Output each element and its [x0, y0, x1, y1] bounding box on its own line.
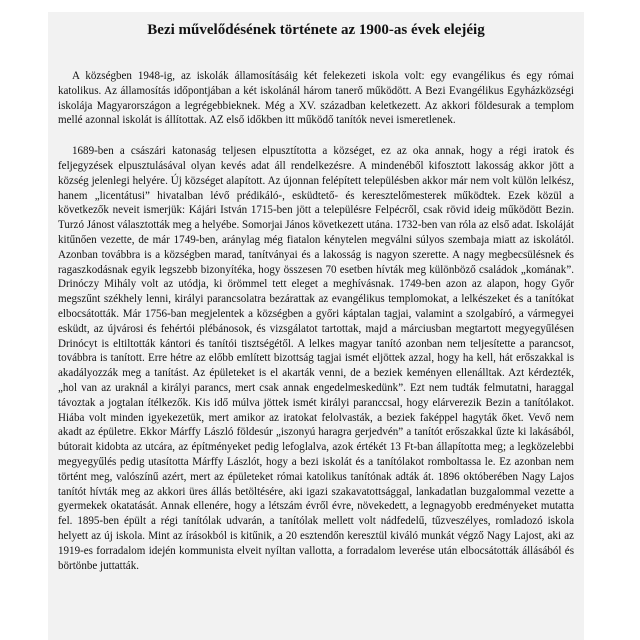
document-page — [48, 12, 584, 640]
document-title: Bezi művelődésének története az 1900-as évek elejéig — [147, 22, 485, 38]
paragraph-history: 1689-ben a császári katonaság teljesen elpusztította a községet, ez az oka annak, hogy a régi iratok és feljegyzések elpusztulásával olyan kevés adat áll rendelkezésre. A mindenéből kifosztott lakosság akkor jött a község jelenlegi helyére. Új községet alapított. Az újonnan felépített településben akkor már nem volt külön lelkész, hanem „licentátusi” hivatalban lévő prédikáló-, esküdtető- és keresztelőmesterek működtek. Ezek közül a következők neveit ismerjük: Kájári István 1715-ben jött a településre Felpécről, csak rövid ideig működött Bezin. Turzó Jánost választották meg a helyébe. Somorjai János következett utána. 1732-ben van róla az első adat. Iskoláját kitűnően vezette, de már 1749-ben, aránylag még fiatalon kénytelen megválni súlyos szembaja miatt az iskolától. Azonban továbbra is a községben marad, tanítványai és a lakosság is nagyon szerette. A nagy megbecsülésnek és ragaszkodásnak egyik legszebb bizonyítéka, hogy összesen 70 esetben hívták meg különböző családok „komának”. Drinóczy Mihály volt az utódja, ki örömmel tett eleget a meghívásnak. 1749-ben azon az alapon, hogy Győr megszűnt székhely lenni, királyi parancsolatra bezárattak az evangélikus templomokat, a lelkészeket és a tanítókat elbocsátották. Már 1756-ban megjelentek a községben a győri káptalan tagjai, valamint a szolgabíró, a vármegyei esküdt, az újvárosi és fehértói plébánosok, és vizsgálatot tartottak, majd a márciusban megtartott megyegyűlésen Drinócyt is eltiltották kántori és tanítói tisztségétől. A lelkes magyar tanító azonban nem teljesítette a parancsot, továbbra is tanított. Erre hétre az előbb említett bizottság tagjai ismét eljöttek azzal, hogy ha kell, hát erőszakkal is akadályozzák meg a tanítást. Az épületeket is el akarták venni, de a beziek keményen ellenálltak. Azt kérdezték, „hol van az uraknál a királyi parancs, mert csak annak engedelmeskedünk”. Ezt nem tudták felmutatni, haraggal távoztak a jogtalan ítélkezők. Kis idő múlva jöttek ismét királyi paranccsal, hogy elárverezik Bezin a tanítólakot. Hiába volt minden igyekezetük, mert amikor az iratokat felolvasták, a beziek faképpel hagyták őket. Vevő nem akadt az épületre. Ekkor Márffy László földesúr „iszonyú haragra gerjedvén” a tanítót erőszakkal űzte ki lakásából, bútorait kidobta az utcára, az építményeket pedig lefoglalva, azok értékét 13 Ft-ban állapította meg; a legközelebbi megyegyűlés pedig utasította Márffy Lászlót, hogy a bezi iskolát és a tanítólakot romboltassa le. Ez azonban nem történt meg, valószínű azért, mert az épületeket római katolikus tanítónak adták át. 1896 októberében Nagy Lajos tanítót hívták meg az akkori üres állás betöltésére, aki igazi szakavatottsággal, lankadatlan buzgalommal vezette a gyermekek okatatását. Annak ellenére, hogy a létszám évről évre, növekedett, a legnagyobb eredményeket mutatta fel. 1895-ben épült a régi tanítólak udvarán, a tanítólak mellett volt nádfedelű, tűzveszélyes, romladozó iskola helyett az új iskola. Mint az írásokból is kitűnik, a 20 esztendőn keresztül kiváló munkát végző Nagy Lajost, aki az 1919-es forradalom idején kommunista elveit nyíltan vallotta, a forradalom leverése után elbocsátották állásából és börtönbe juttatták. — [58, 145, 574, 572]
paragraph-intro: A községben 1948-ig, az iskolák államosításáig két felekezeti iskola volt: egy evangélikus és egy római katolikus. Az államosítás időpontjában a két iskolánál három tanerő működött. A Bezi Evangélikus Egyházközségi iskolája Magyarországon a legrégebbieknek. Még a XV. században keletkezett. Az akkori földesurak a templom mellé azonnal iskolát is állítottak. AZ első időkben itt működő tanítók nevei ismeretlenek. — [58, 70, 574, 127]
